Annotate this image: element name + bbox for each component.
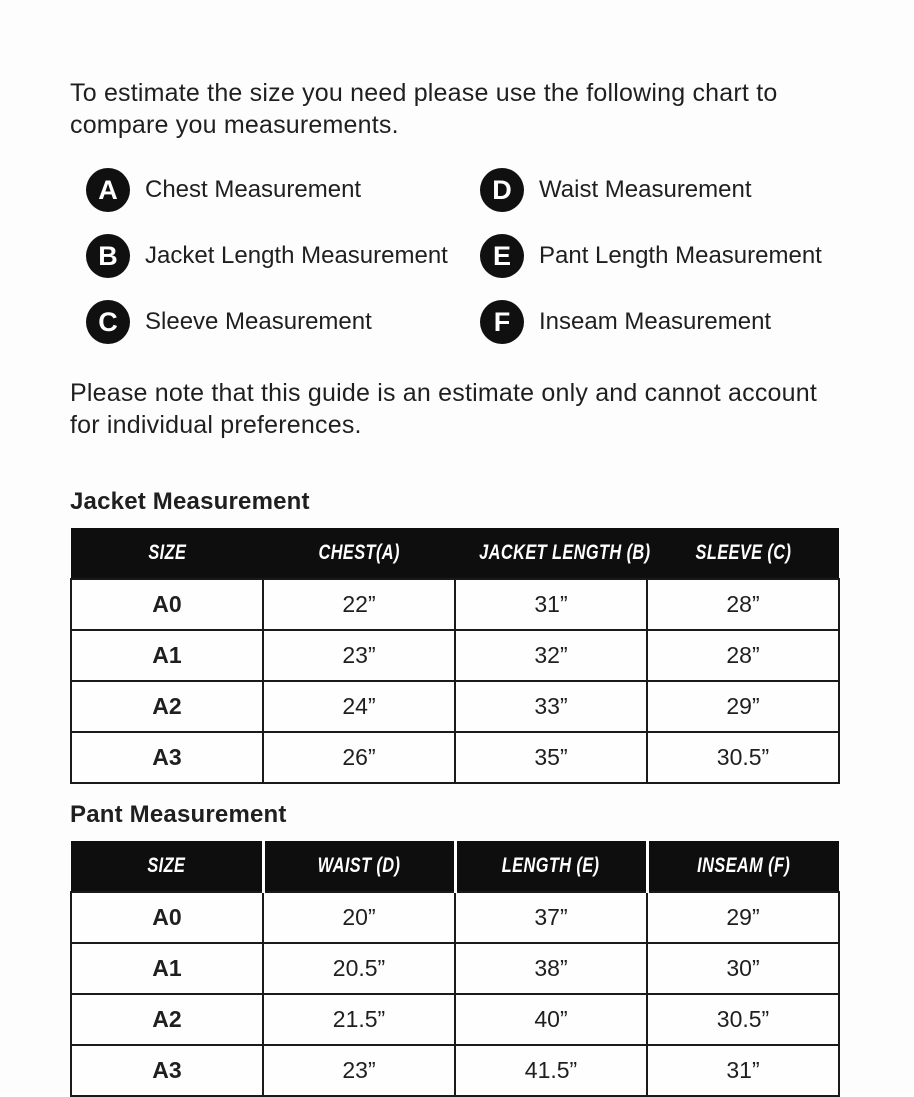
legend-label: Sleeve Measurement bbox=[145, 308, 372, 335]
legend-label: Jacket Length Measurement bbox=[145, 242, 448, 269]
value-cell: 26” bbox=[263, 732, 455, 783]
legend-letter-badge: E bbox=[480, 234, 524, 278]
value-cell: 31” bbox=[455, 579, 647, 630]
value-cell: 30” bbox=[647, 943, 839, 994]
value-cell: 40” bbox=[455, 994, 647, 1045]
legend-letter-badge: B bbox=[86, 234, 130, 278]
legend-column-right bbox=[480, 168, 822, 344]
value-cell: 22” bbox=[263, 579, 455, 630]
table-header-row bbox=[71, 528, 839, 579]
legend-column-left bbox=[86, 168, 480, 344]
note-text: Please note that this guide is an estimate only and cannot account for individual preferences. bbox=[70, 379, 818, 439]
table-row bbox=[71, 892, 839, 943]
jacket-section bbox=[70, 489, 840, 784]
value-cell: 33” bbox=[455, 681, 647, 732]
intro-text: To estimate the size you need please use the following chart to compare you measurements. bbox=[70, 79, 778, 139]
table-row bbox=[71, 630, 839, 681]
value-cell: 29” bbox=[647, 892, 839, 943]
value-cell: 30.5” bbox=[647, 994, 839, 1045]
legend-item bbox=[86, 234, 480, 278]
value-cell: 24” bbox=[263, 681, 455, 732]
size-cell: A3 bbox=[71, 732, 263, 783]
value-cell: 21.5” bbox=[263, 994, 455, 1045]
table-header-cell: INSEAM (F) bbox=[647, 841, 839, 892]
jacket-size-table bbox=[70, 528, 840, 784]
value-cell: 28” bbox=[647, 579, 839, 630]
legend-letter-badge: C bbox=[86, 300, 130, 344]
value-cell: 28” bbox=[647, 630, 839, 681]
size-cell: A2 bbox=[71, 994, 263, 1045]
legend-item bbox=[86, 300, 480, 344]
table-row bbox=[71, 579, 839, 630]
legend-item bbox=[480, 300, 822, 344]
legend-letter-badge: F bbox=[480, 300, 524, 344]
table-row bbox=[71, 1045, 839, 1096]
table-header-cell: WAIST (D) bbox=[263, 841, 455, 892]
value-cell: 31” bbox=[647, 1045, 839, 1096]
value-cell: 23” bbox=[263, 1045, 455, 1096]
value-cell: 20” bbox=[263, 892, 455, 943]
value-cell: 38” bbox=[455, 943, 647, 994]
size-cell: A3 bbox=[71, 1045, 263, 1096]
table-header-cell: LENGTH (E) bbox=[455, 841, 647, 892]
legend-letter-badge: A bbox=[86, 168, 130, 212]
jacket-section-title: Jacket Measurement bbox=[70, 488, 310, 515]
value-cell: 32” bbox=[455, 630, 647, 681]
legend-item bbox=[86, 168, 480, 212]
legend-label: Chest Measurement bbox=[145, 176, 362, 203]
legend-label: Waist Measurement bbox=[539, 176, 752, 203]
size-cell: A1 bbox=[71, 630, 263, 681]
table-header-cell: SIZE bbox=[71, 841, 263, 892]
table-row bbox=[71, 732, 839, 783]
legend-item bbox=[480, 234, 822, 278]
table-header-row bbox=[71, 841, 839, 892]
value-cell: 20.5” bbox=[263, 943, 455, 994]
pant-size-table bbox=[70, 841, 840, 1097]
value-cell: 29” bbox=[647, 681, 839, 732]
size-cell: A1 bbox=[71, 943, 263, 994]
value-cell: 35” bbox=[455, 732, 647, 783]
table-row bbox=[71, 994, 839, 1045]
value-cell: 41.5” bbox=[455, 1045, 647, 1096]
value-cell: 23” bbox=[263, 630, 455, 681]
table-header-cell: CHEST(A) bbox=[263, 528, 455, 579]
legend-label: Inseam Measurement bbox=[539, 308, 772, 335]
table-header-cell: SLEEVE (C) bbox=[647, 528, 839, 579]
size-cell: A0 bbox=[71, 579, 263, 630]
table-header-cell: JACKET LENGTH (B) bbox=[455, 528, 647, 579]
table-header-cell: SIZE bbox=[71, 528, 263, 579]
size-cell: A2 bbox=[71, 681, 263, 732]
table-row bbox=[71, 943, 839, 994]
value-cell: 37” bbox=[455, 892, 647, 943]
legend-item bbox=[480, 168, 822, 212]
legend-label: Pant Length Measurement bbox=[539, 242, 822, 269]
pant-section-title: Pant Measurement bbox=[70, 801, 287, 828]
value-cell: 30.5” bbox=[647, 732, 839, 783]
pant-section bbox=[70, 802, 840, 1097]
legend-letter-badge: D bbox=[480, 168, 524, 212]
table-row bbox=[71, 681, 839, 732]
measurement-legend bbox=[86, 168, 840, 344]
size-cell: A0 bbox=[71, 892, 263, 943]
